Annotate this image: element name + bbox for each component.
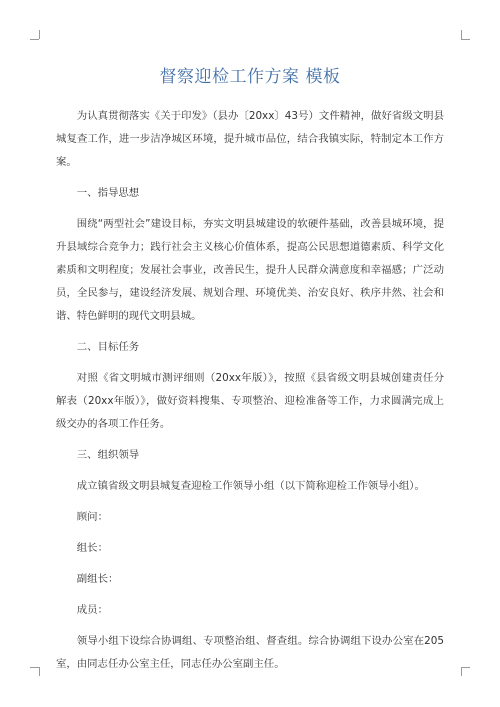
advisor-line: 顾问： <box>76 511 108 523</box>
office-arrangement-paragraph: 领导小组下设综合协调组、专项整治组、督查组。综合协调组下设办公室在205室，由同志任办公室主任，同志任办公室副主任。 <box>56 635 444 670</box>
crop-mark-top-left <box>30 39 39 40</box>
crop-mark-bottom-right <box>461 667 470 668</box>
crop-mark-bottom-left <box>30 667 39 668</box>
deputy-leader-line: 副组长： <box>76 573 119 585</box>
goals-paragraph: 对照《省文明城市测评细则（20xx年版）》，按照《县省级文明县城创建责任分解表（20xx年版）》，做好资料搜集、专项整治、迎检准备等工作，力求圆满完成上级交办的各项工作任务。 <box>56 372 444 430</box>
section-heading-goals: 二、目标任务 <box>76 341 140 353</box>
team-leader-line: 组长： <box>76 542 108 554</box>
organization-paragraph: 成立镇省级文明县城复查迎检工作领导小组（以下简称迎检工作领导小组）。 <box>76 480 425 492</box>
intro-paragraph: 为认真贯彻落实《关于印发》（县办〔20xx〕43号）文件精神，做好省级文明县城复查工作，进一步洁净城区环境，提升城市品位，结合我镇实际，特制定本工作方案。 <box>56 110 444 168</box>
crop-mark-top-left <box>39 30 40 39</box>
document-title: 督察迎检工作方案 模板 <box>159 67 341 87</box>
crop-mark-bottom-left <box>39 667 40 676</box>
document-body <box>56 105 444 684</box>
crop-mark-top-right <box>461 39 470 40</box>
section-heading-guiding-ideology: 一、指导思想 <box>76 187 140 199</box>
members-line: 成员： <box>76 604 108 616</box>
crop-mark-bottom-right <box>461 667 462 676</box>
section-heading-organization: 三、组织领导 <box>76 449 140 461</box>
crop-mark-top-right <box>461 30 462 39</box>
guiding-ideology-paragraph: 围绕“两型社会”建设目标，夯实文明县城建设的软硬件基础，改善县城环境，提升县域综合竞争力；践行社会主义核心价值体系，提高公民思想道德素质、科学文化素质和文明程度；发展社会事业，改善民生，提升人民群众满意度和幸福感；广泛动员，全民参与，建设经济发展、规划合理、环境优美、治安良好、秩序井然、社会和谐、特色鲜明的现代文明县城。 <box>56 218 444 322</box>
